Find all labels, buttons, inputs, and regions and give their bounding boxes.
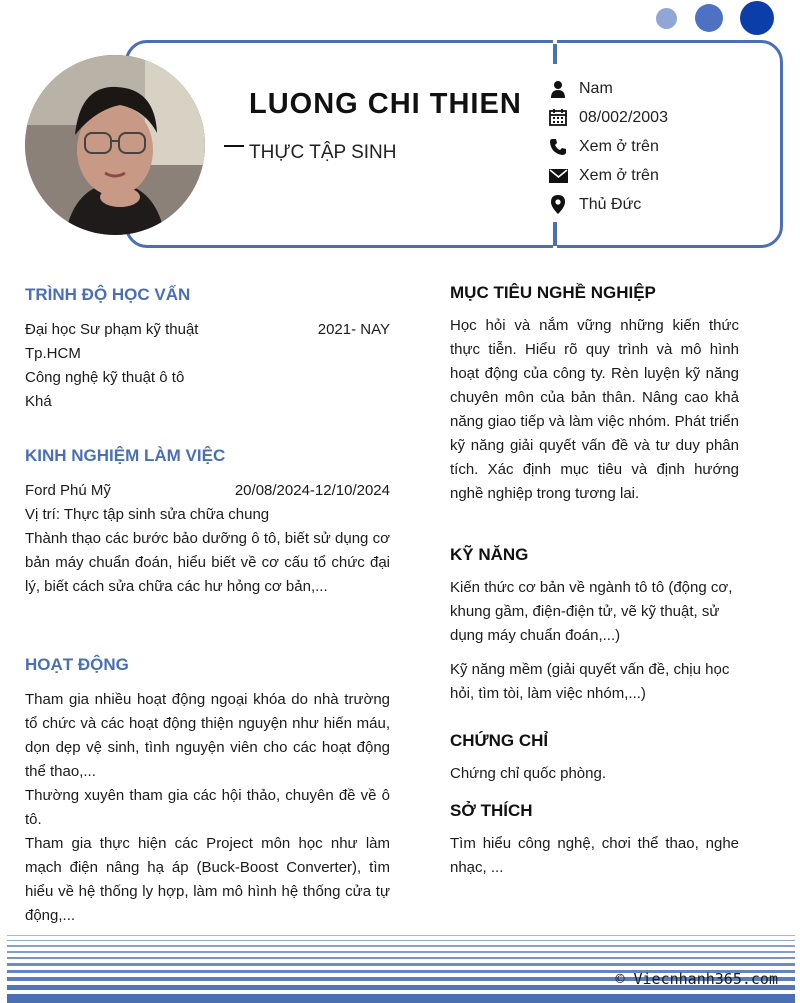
education-heading: TRÌNH ĐỘ HỌC VẤN <box>25 285 191 304</box>
experience-block <box>25 479 390 599</box>
education-school: Đại học Sư phạm kỹ thuật <box>25 321 199 338</box>
contact-gender <box>548 74 668 103</box>
activities-heading: HOẠT ĐỘNG <box>25 655 129 674</box>
decor-dot-medium <box>695 4 723 32</box>
contact-location <box>548 190 668 219</box>
hobbies-heading: SỞ THÍCH <box>450 801 533 820</box>
header-divider-top <box>553 44 557 64</box>
experience-description: Thành thạo các bước bảo dưỡng ô tô, biết sử dụng cơ bản máy chuẩn đoán, hiểu biết về cơ cấu tổ chức đại lý, biết cách sửa chữa các hư hỏng cơ bản,... <box>25 530 390 595</box>
education-block <box>25 318 390 414</box>
skills-soft: Kỹ năng mềm (giải quyết vấn đề, chịu học hỏi, tìm tòi, làm việc nhóm,...) <box>450 661 730 702</box>
header-divider-bottom <box>553 222 557 246</box>
birthday-value: 08/002/2003 <box>579 108 668 126</box>
person-icon <box>548 79 568 99</box>
skills-heading: KỸ NĂNG <box>450 545 529 564</box>
education-row <box>25 318 390 342</box>
experience-row <box>25 479 390 503</box>
contact-list <box>548 74 668 219</box>
experience-dates: 20/08/2024-12/10/2024 <box>234 482 390 499</box>
hobbies-text: Tìm hiểu công nghệ, chơi thể thao, nghe nhạc, ... <box>450 835 739 876</box>
experience-position: Vị trí: Thực tập sinh sửa chữa chung <box>25 506 270 523</box>
activities-block <box>25 688 390 928</box>
education-grade: Khá <box>25 393 52 410</box>
phone-value: Xem ở trên <box>579 137 659 155</box>
activity-item: Thường xuyên tham gia các hội thảo, chuyên đề về ô tô. <box>25 787 390 828</box>
skills-hard: Kiến thức cơ bản về ngành tô tô (động cơ, khung gầm, điện-điện tử, vẽ kỹ thuật, sử dụng máy chuẩn đoán,...) <box>450 579 733 644</box>
email-value: Xem ở trên <box>579 166 659 184</box>
education-major: Công nghệ kỹ thuật ô tô <box>25 369 185 386</box>
objective-heading: MỤC TIÊU NGHỀ NGHIỆP <box>450 283 656 302</box>
education-city: Tp.HCM <box>25 345 81 362</box>
experience-company: Ford Phú Mỹ <box>25 482 111 499</box>
calendar-icon <box>548 108 568 128</box>
certificates-heading: CHỨNG CHỈ <box>450 731 549 750</box>
activity-item: Tham gia thực hiện các Project môn học như làm mạch điện nâng hạ áp (Buck-Boost Converter), tìm hiểu về hệ thống ly hợp, làm mô hình hệ thống cửa tự động,... <box>25 835 390 924</box>
decor-dot-dark <box>740 1 774 35</box>
mail-icon <box>548 166 568 186</box>
contact-email <box>548 161 668 190</box>
gender-value: Nam <box>579 79 613 97</box>
experience-heading: KINH NGHIỆM LÀM VIỆC <box>25 446 226 465</box>
title-dash <box>224 145 244 147</box>
decor-dot-light <box>656 8 677 29</box>
footer-watermark: © Viecnhanh365.com <box>615 970 778 988</box>
avatar-photo <box>25 55 205 235</box>
candidate-name: LUONG CHI THIEN <box>249 88 522 120</box>
location-value: Thủ Đức <box>579 195 642 213</box>
objective-text: Học hỏi và nắm vững những kiến thức thực tiễn. Hiểu rõ quy trình và mô hình hoạt động của công ty. Rèn luyện kỹ năng chuyên môn của bản thân. Nâng cao khả năng giao tiếp và làm việc nhóm. Phát triển kỹ năng giải quyết vấn đề và tư duy phân tích. Xác định mục tiêu và định hướng nghề nghiệp trong tương lai. <box>450 317 739 502</box>
education-years: 2021- NAY <box>317 321 390 338</box>
avatar <box>25 55 205 235</box>
phone-icon <box>548 137 568 157</box>
header-frame <box>125 40 783 248</box>
footer-stripes <box>7 935 795 1003</box>
job-title: THỰC TẬP SINH <box>249 142 397 163</box>
contact-phone <box>548 132 668 161</box>
location-pin-icon <box>548 195 568 215</box>
certificates-text: Chứng chỉ quốc phòng. <box>450 765 606 782</box>
activity-item: Tham gia nhiều hoạt động ngoại khóa do nhà trường tổ chức và các hoạt động thiện nguyện như hiến máu, dọn dẹp vệ sinh, tình nguyện viên cho các hoạt động thể thao,... <box>25 691 390 780</box>
contact-birthday <box>548 103 668 132</box>
